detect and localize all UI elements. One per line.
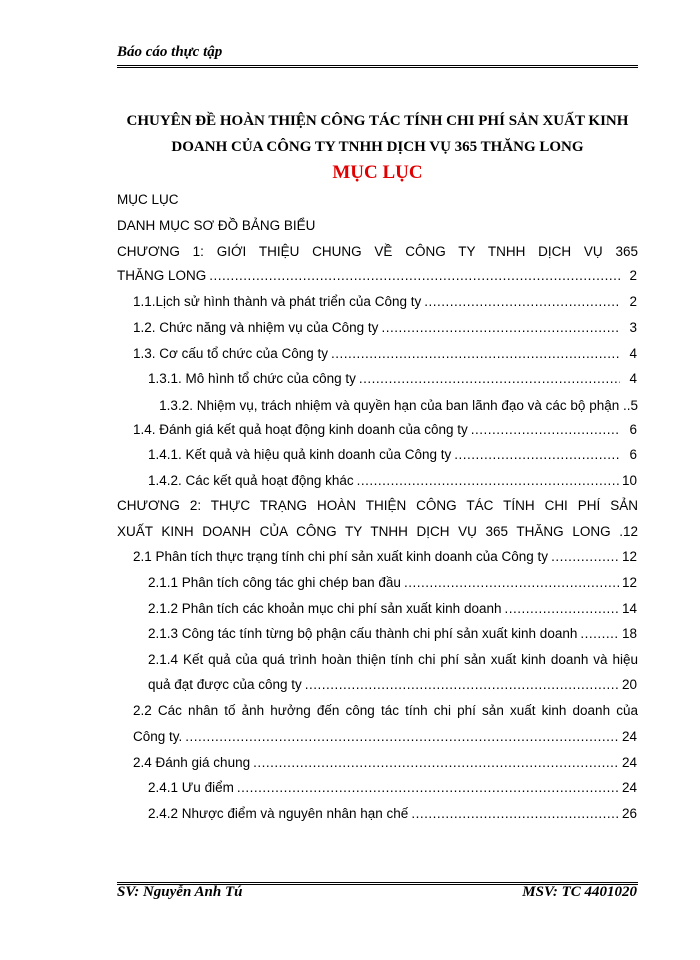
toc-text: quả đạt được của công ty [148,677,302,692]
dot-leader [411,806,619,821]
header-rule [117,65,638,68]
toc-text: 1.4.2. Các kết quả hoạt động khác [148,473,354,488]
toc-text: 2.4.1 Ưu điểm [148,780,234,795]
toc-text: 1.1.Lịch sử hình thành và phát triển của Công ty [133,294,422,309]
toc-section-1-3-1 [148,371,637,393]
toc-section-2-1-4-line-2 [148,677,637,699]
dot-leader [504,601,618,616]
toc-item-muc-luc: MỤC LỤC [117,192,179,207]
toc-text: 2.1.1 Phân tích công tác ghi chép ban đầu [148,575,401,590]
toc-page: 5 [630,398,638,413]
toc-text: 2.4.2 Nhược điểm và nguyên nhân hạn chế [148,806,409,821]
page-header-title: Báo cáo thực tập [117,44,223,60]
toc-text: 1.4. Đánh giá kết quả hoạt động kinh doanh của công ty [133,422,468,437]
dot-leader [357,473,619,488]
toc-text: THĂNG LONG [117,268,207,283]
toc-chapter-2-line-2 [117,524,638,539]
toc-heading: MỤC LỤC [332,162,423,183]
toc-page: 12 [621,549,637,564]
toc-section-1-4-1 [148,447,637,469]
toc-section-1-4 [133,422,637,444]
toc-page: 20 [621,677,637,692]
toc-section-2-1-2 [148,601,637,623]
toc-text: 1.4.1. Kết quả và hiệu quả kinh doanh của Công ty [148,447,452,462]
toc-page: 10 [621,473,637,488]
dot-leader [551,549,619,564]
toc-text: Công ty. [133,729,183,744]
toc-page: 18 [621,626,637,641]
toc-section-2-1-1 [148,575,637,597]
toc-page: 12 [622,524,638,539]
toc-section-1-1 [133,294,637,316]
toc-text: 1.3. Cơ cấu tổ chức của Công ty [133,346,328,361]
toc-page: 12 [621,575,637,590]
toc-chapter-2-line-1: CHƯƠNG 2: THỰC TRẠNG HOÀN THIỆN CÔNG TÁC TÍNH CHI PHÍ SẢN [117,498,638,513]
report-title-line-1: CHUYÊN ĐỀ HOÀN THIỆN CÔNG TÁC TÍNH CHI PHÍ SẢN XUẤT KINH [126,113,629,129]
toc-text: 2.1.2 Phân tích các khoản mục chi phí sản xuất kinh doanh [148,601,502,616]
toc-page: 6 [629,422,637,437]
toc-text: 1.3.2. Nhiệm vụ, trách nhiệm và quyền hạn của ban lãnh đạo và các bộ phận .. [159,398,631,413]
toc-page: 6 [629,447,637,462]
dot-leader [237,780,619,795]
toc-section-2-2-line-1: 2.2 Các nhân tố ảnh hưởng đến công tác tính chi phí sản xuất kinh doanh của [133,703,638,718]
toc-page: 4 [629,346,637,361]
dot-leader [404,575,619,590]
toc-page: 14 [621,601,637,616]
toc-page: 3 [629,320,637,335]
toc-section-2-2-line-2 [133,729,637,751]
toc-chapter-1-line-2 [117,268,637,290]
toc-section-1-4-2 [148,473,637,495]
toc-section-2-4-1 [148,780,637,802]
toc-section-1-3 [133,346,637,368]
toc-page: 24 [621,755,637,770]
toc-chapter-1-line-1: CHƯƠNG 1: GIỚI THIỆU CHUNG VỀ CÔNG TY TNHH DỊCH VỤ 365 [117,244,638,259]
dot-leader [331,346,620,361]
toc-section-2-1-4-line-1: 2.1.4 Kết quả của quá trình hoàn thiện tính chi phí sản xuất kinh doanh và hiệu [148,652,638,667]
dot-leader [209,268,620,283]
dot-leader [471,422,620,437]
report-title-line-2: DOANH CỦA CÔNG TY TNHH DỊCH VỤ 365 THĂNG LONG [171,139,584,155]
toc-text: XUẤT KINH DOANH CỦA CÔNG TY TNHH DỊCH VỤ 365 THĂNG LONG . [117,524,623,539]
dot-leader [580,626,619,641]
toc-page: 24 [621,780,637,795]
toc-section-2-4 [133,755,637,777]
dot-leader [359,371,620,386]
toc-page: 2 [629,268,637,283]
dot-leader [253,755,619,770]
dot-leader [185,729,619,744]
dot-leader [381,320,620,335]
toc-text: 2.1.3 Công tác tính từng bộ phận cấu thành chi phí sản xuất kinh doanh [148,626,578,641]
toc-item-danh-muc: DANH MỤC SƠ ĐỒ BẢNG BIỂU [117,218,316,233]
toc-section-2-4-2 [148,806,637,828]
toc-text: 1.2. Chức năng và nhiệm vụ của Công ty [133,320,379,335]
toc-page: 26 [621,806,637,821]
dot-leader [305,677,619,692]
footer-student-id: MSV: TC 4401020 [522,884,637,900]
toc-text: 2.1 Phân tích thực trạng tính chi phí sản xuất kinh doanh của Công ty [133,549,549,564]
footer-student-name: SV: Nguyễn Anh Tú [117,884,243,900]
toc-text: 2.4 Đánh giá chung [133,755,251,770]
toc-text: 1.3.1. Mô hình tổ chức của công ty [148,371,356,386]
toc-page: 4 [629,371,637,386]
toc-page: 2 [629,294,637,309]
toc-page: 24 [621,729,637,744]
toc-section-1-3-2 [148,398,638,413]
toc-section-2-1-3 [148,626,637,648]
toc-section-1-2 [133,320,637,342]
dot-leader [454,447,620,462]
toc-section-2-1 [133,549,637,571]
dot-leader [424,294,620,309]
